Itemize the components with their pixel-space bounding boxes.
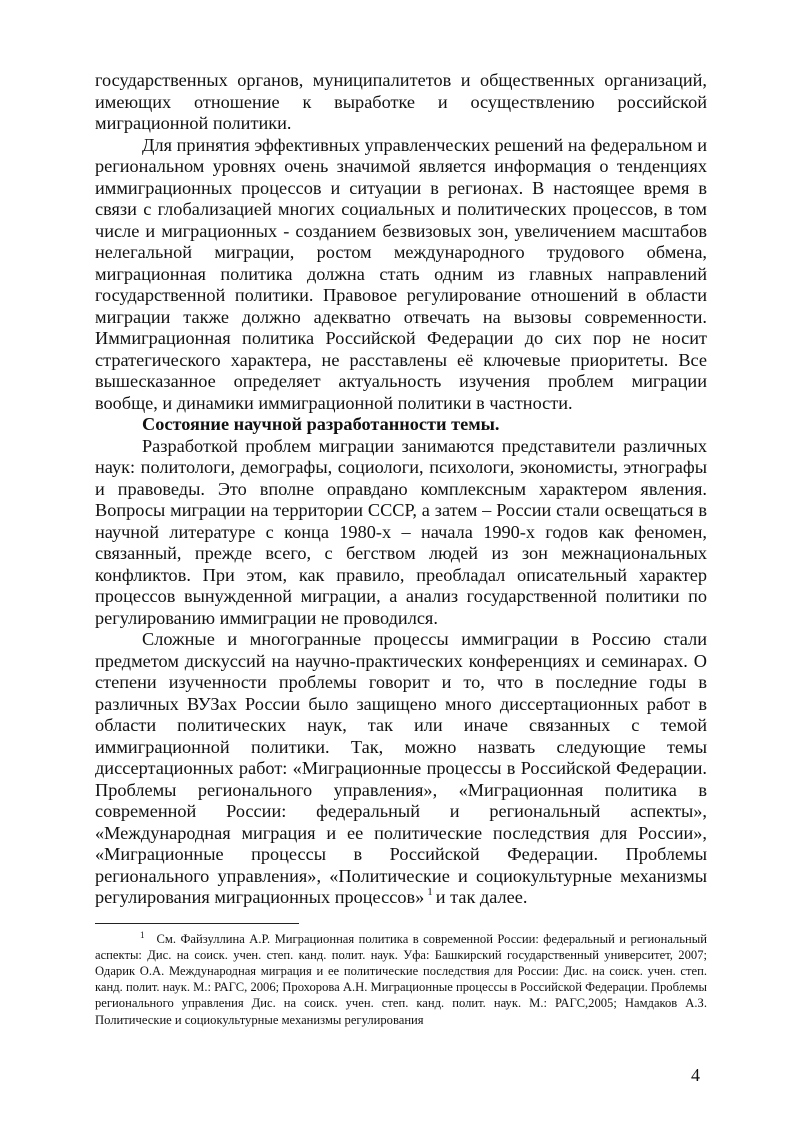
footnote-1 (95, 931, 707, 1028)
paragraph-dissertations-tail: и так далее. (435, 887, 528, 907)
footnote-reference[interactable]: 1 (427, 886, 433, 898)
section-heading: Состояние научной разработанности темы. (142, 414, 500, 434)
paragraph-research-state: Разработкой проблем миграции занимаются представители различных наук: политологи, демографы, социологи, психологи, экономисты, этнографы и правоведы. Это вполне оправдано комплексным характером явления. Вопросы миграции на территории СССР, а затем – России стали освещаться в научной литературе с конца 1980-х – начала 1990-х годов как феномен, связанный, прежде всего, с бегством людей из зон межнациональных конфликтов. При этом, как правило, преобладал описательный характер процессов вынужденной миграции, а анализ государственной политики по регулированию иммиграции не проводился. (95, 435, 707, 628)
page-number: 4 (691, 1065, 700, 1085)
footnote-marker: 1 (140, 929, 145, 940)
paragraph-dissertations (95, 629, 707, 909)
footnote-section (95, 931, 707, 1028)
paragraph-dissertations-text: Сложные и многогранные процессы иммиграции в Россию стали предметом дискуссий на научно-практических конференциях и семинарах. О степени изученности проблемы говорит и то, что в последние годы в различных ВУЗах России было защищено много диссертационных работ в области политических наук, так или иначе связанных с темой иммиграционной политики. Так, можно назвать следующие темы диссертационных работ: «Миграционные процессы в Российской Федерации. Проблемы регионального управления», «Миграционная политика в современной России: федеральный и региональный аспекты», «Международная миграция и ее политические последствия для России», «Миграционные процессы в Российской Федерации. Проблемы регионального управления», «Политические и социокультурные механизмы регулирования миграционных процессов» (95, 629, 707, 907)
footnote-text: См. Файзуллина А.Р. Миграционная политика в современной России: федеральный и региональный аспекты: Дис. на соиск. учен. степ. канд. полит. наук. Уфа: Башкирский государственный университет, 2007; Одарик О.А. Международная миграция и ее политические последствия для России: Дис. на соиск. учен. степ. канд. полит. наук. М.: РАГС, 2006; Прохорова А.Н. Миграционные процессы в Российской Федерации. Проблемы регионального управления Дис. на соиск. учен. степ. канд. полит. наук. М.: РАГС,2005; Намдаков А.З. Политические и социокультурные механизмы регулирования (95, 931, 707, 1027)
document-page (95, 70, 707, 1028)
footnote-separator (95, 923, 299, 924)
paragraph-continuation: государственных органов, муниципалитетов и общественных организаций, имеющих отношение к выработке и осуществлению российской миграционной политики. (95, 70, 707, 133)
paragraph-decision-making: Для принятия эффективных управленческих решений на федеральном и региональном уровнях очень значимой является информация о тенденциях иммиграционных процессов и ситуации в регионах. В настоящее время в связи с глобализацией многих социальных и политических процессов, в том числе и миграционных - созданием безвизовых зон, увеличением масштабов нелегальной миграции, ростом международного трудового обмена, миграционная политика должна стать одним из главных направлений государственной политики. Правовое регулирование отношений в области миграции также должно адекватно отвечать на вызовы современности. Иммиграционная политика Российской Федерации до сих пор не носит стратегического характера, не расставлены её ключевые приоритеты. Все вышесказанное определяет актуальность изучения проблем миграции вообще, и динамики иммиграционной политики в частности. (95, 134, 707, 413)
body-text (95, 70, 707, 909)
